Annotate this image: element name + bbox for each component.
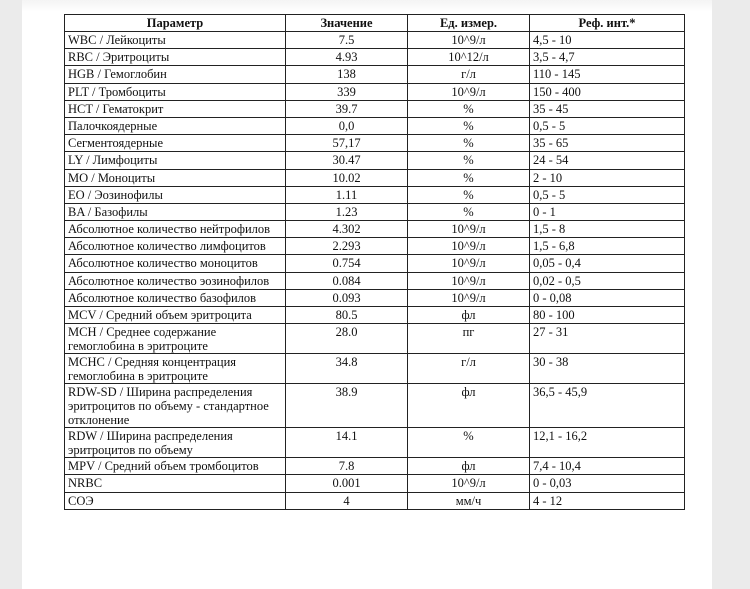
cell-unit: %: [408, 186, 530, 203]
cell-value: 7.8: [286, 458, 408, 475]
table-row: [65, 117, 685, 134]
cell-param: Сегментоядерные: [65, 135, 286, 152]
cell-value: 28.0: [286, 324, 408, 354]
cell-ref: 27 - 31: [530, 324, 685, 354]
table-body: [65, 32, 685, 510]
cell-value: 0.001: [286, 475, 408, 492]
cell-unit: %: [408, 100, 530, 117]
cell-unit: 10^9/л: [408, 238, 530, 255]
cell-unit: фл: [408, 307, 530, 324]
cell-value: 7.5: [286, 32, 408, 49]
cell-ref: 0 - 1: [530, 203, 685, 220]
cell-ref: 0,5 - 5: [530, 186, 685, 203]
cell-ref: 0 - 0,08: [530, 289, 685, 306]
cell-unit: 10^9/л: [408, 475, 530, 492]
cell-unit: %: [408, 152, 530, 169]
cell-ref: 3,5 - 4,7: [530, 49, 685, 66]
cell-value: 138: [286, 66, 408, 83]
cell-ref: 2 - 10: [530, 169, 685, 186]
cell-unit: 10^9/л: [408, 289, 530, 306]
cell-param: HGB / Гемоглобин: [65, 66, 286, 83]
cell-ref: 0,5 - 5: [530, 117, 685, 134]
table-row: [65, 203, 685, 220]
cell-param: BA / Базофилы: [65, 203, 286, 220]
cell-unit: %: [408, 203, 530, 220]
cell-unit: %: [408, 169, 530, 186]
cell-unit: 10^9/л: [408, 83, 530, 100]
cell-param: PLT / Тромбоциты: [65, 83, 286, 100]
table-row: [65, 49, 685, 66]
header-param: Параметр: [65, 15, 286, 32]
cell-param: MCV / Средний объем эритроцита: [65, 307, 286, 324]
cell-value: 339: [286, 83, 408, 100]
cell-value: 57,17: [286, 135, 408, 152]
table-row: [65, 186, 685, 203]
table-row: [65, 152, 685, 169]
header-unit: Ед. измер.: [408, 15, 530, 32]
table-row: [65, 384, 685, 428]
cell-ref: 0,05 - 0,4: [530, 255, 685, 272]
cell-ref: 4,5 - 10: [530, 32, 685, 49]
table-row: [65, 272, 685, 289]
cell-param: Палочкоядерные: [65, 117, 286, 134]
cell-ref: 1,5 - 6,8: [530, 238, 685, 255]
table-row: [65, 354, 685, 384]
cell-param: Абсолютное количество лимфоцитов: [65, 238, 286, 255]
cell-value: 1.23: [286, 203, 408, 220]
cell-value: 0.084: [286, 272, 408, 289]
cell-param: WBC / Лейкоциты: [65, 32, 286, 49]
cell-value: 80.5: [286, 307, 408, 324]
cell-param: Абсолютное количество моноцитов: [65, 255, 286, 272]
cell-ref: 80 - 100: [530, 307, 685, 324]
table-row: [65, 324, 685, 354]
table-row: [65, 221, 685, 238]
table-row: [65, 135, 685, 152]
cell-unit: пг: [408, 324, 530, 354]
document-page: [22, 0, 712, 589]
cell-param: MCH / Среднее содержание гемоглобина в эритроците: [65, 324, 286, 354]
cell-value: 0,0: [286, 117, 408, 134]
cell-param: Абсолютное количество базофилов: [65, 289, 286, 306]
cell-param: MO / Моноциты: [65, 169, 286, 186]
cell-unit: %: [408, 135, 530, 152]
cell-unit: 10^12/л: [408, 49, 530, 66]
cell-value: 2.293: [286, 238, 408, 255]
cell-value: 38.9: [286, 384, 408, 428]
cell-ref: 12,1 - 16,2: [530, 428, 685, 458]
cell-param: MPV / Средний объем тромбоцитов: [65, 458, 286, 475]
cell-value: 0.093: [286, 289, 408, 306]
cell-ref: 0,02 - 0,5: [530, 272, 685, 289]
table-row: [65, 169, 685, 186]
table-row: [65, 289, 685, 306]
cell-param: NRBC: [65, 475, 286, 492]
cell-ref: 110 - 145: [530, 66, 685, 83]
cell-value: 1.11: [286, 186, 408, 203]
cell-ref: 35 - 45: [530, 100, 685, 117]
cell-ref: 36,5 - 45,9: [530, 384, 685, 428]
cell-ref: 24 - 54: [530, 152, 685, 169]
cell-unit: фл: [408, 458, 530, 475]
cell-param: EO / Эозинофилы: [65, 186, 286, 203]
cell-unit: 10^9/л: [408, 255, 530, 272]
header-value: Значение: [286, 15, 408, 32]
table-header-row: [65, 15, 685, 32]
table-row: [65, 428, 685, 458]
cell-param: RDW-SD / Ширина распределения эритроцитов по объему - стандартное отклонение: [65, 384, 286, 428]
cell-param: RBC / Эритроциты: [65, 49, 286, 66]
lab-results-table: [64, 14, 685, 510]
cell-unit: мм/ч: [408, 492, 530, 509]
cell-ref: 7,4 - 10,4: [530, 458, 685, 475]
cell-param: Абсолютное количество нейтрофилов: [65, 221, 286, 238]
table-row: [65, 100, 685, 117]
cell-unit: %: [408, 117, 530, 134]
cell-ref: 35 - 65: [530, 135, 685, 152]
cell-value: 4: [286, 492, 408, 509]
cell-value: 4.93: [286, 49, 408, 66]
table-row: [65, 83, 685, 100]
table-row: [65, 458, 685, 475]
cell-param: HCT / Гематокрит: [65, 100, 286, 117]
cell-value: 4.302: [286, 221, 408, 238]
cell-value: 34.8: [286, 354, 408, 384]
table-row: [65, 492, 685, 509]
cell-unit: 10^9/л: [408, 221, 530, 238]
cell-value: 14.1: [286, 428, 408, 458]
cell-param: Абсолютное количество эозинофилов: [65, 272, 286, 289]
table-row: [65, 307, 685, 324]
cell-ref: 1,5 - 8: [530, 221, 685, 238]
cell-unit: фл: [408, 384, 530, 428]
cell-unit: 10^9/л: [408, 272, 530, 289]
cell-unit: 10^9/л: [408, 32, 530, 49]
table-row: [65, 255, 685, 272]
cell-param: MCHC / Средняя концентрация гемоглобина в эритроците: [65, 354, 286, 384]
table-row: [65, 32, 685, 49]
cell-value: 10.02: [286, 169, 408, 186]
cell-unit: %: [408, 428, 530, 458]
page-shadow: [22, 0, 712, 12]
cell-param: LY / Лимфоциты: [65, 152, 286, 169]
cell-value: 30.47: [286, 152, 408, 169]
cell-ref: 0 - 0,03: [530, 475, 685, 492]
cell-ref: 30 - 38: [530, 354, 685, 384]
table-row: [65, 475, 685, 492]
cell-param: СОЭ: [65, 492, 286, 509]
cell-unit: г/л: [408, 66, 530, 83]
table-row: [65, 238, 685, 255]
cell-param: RDW / Ширина распределения эритроцитов по объему: [65, 428, 286, 458]
cell-ref: 4 - 12: [530, 492, 685, 509]
header-ref: Реф. инт.*: [530, 15, 685, 32]
cell-unit: г/л: [408, 354, 530, 384]
table-row: [65, 66, 685, 83]
cell-value: 39.7: [286, 100, 408, 117]
cell-ref: 150 - 400: [530, 83, 685, 100]
cell-value: 0.754: [286, 255, 408, 272]
